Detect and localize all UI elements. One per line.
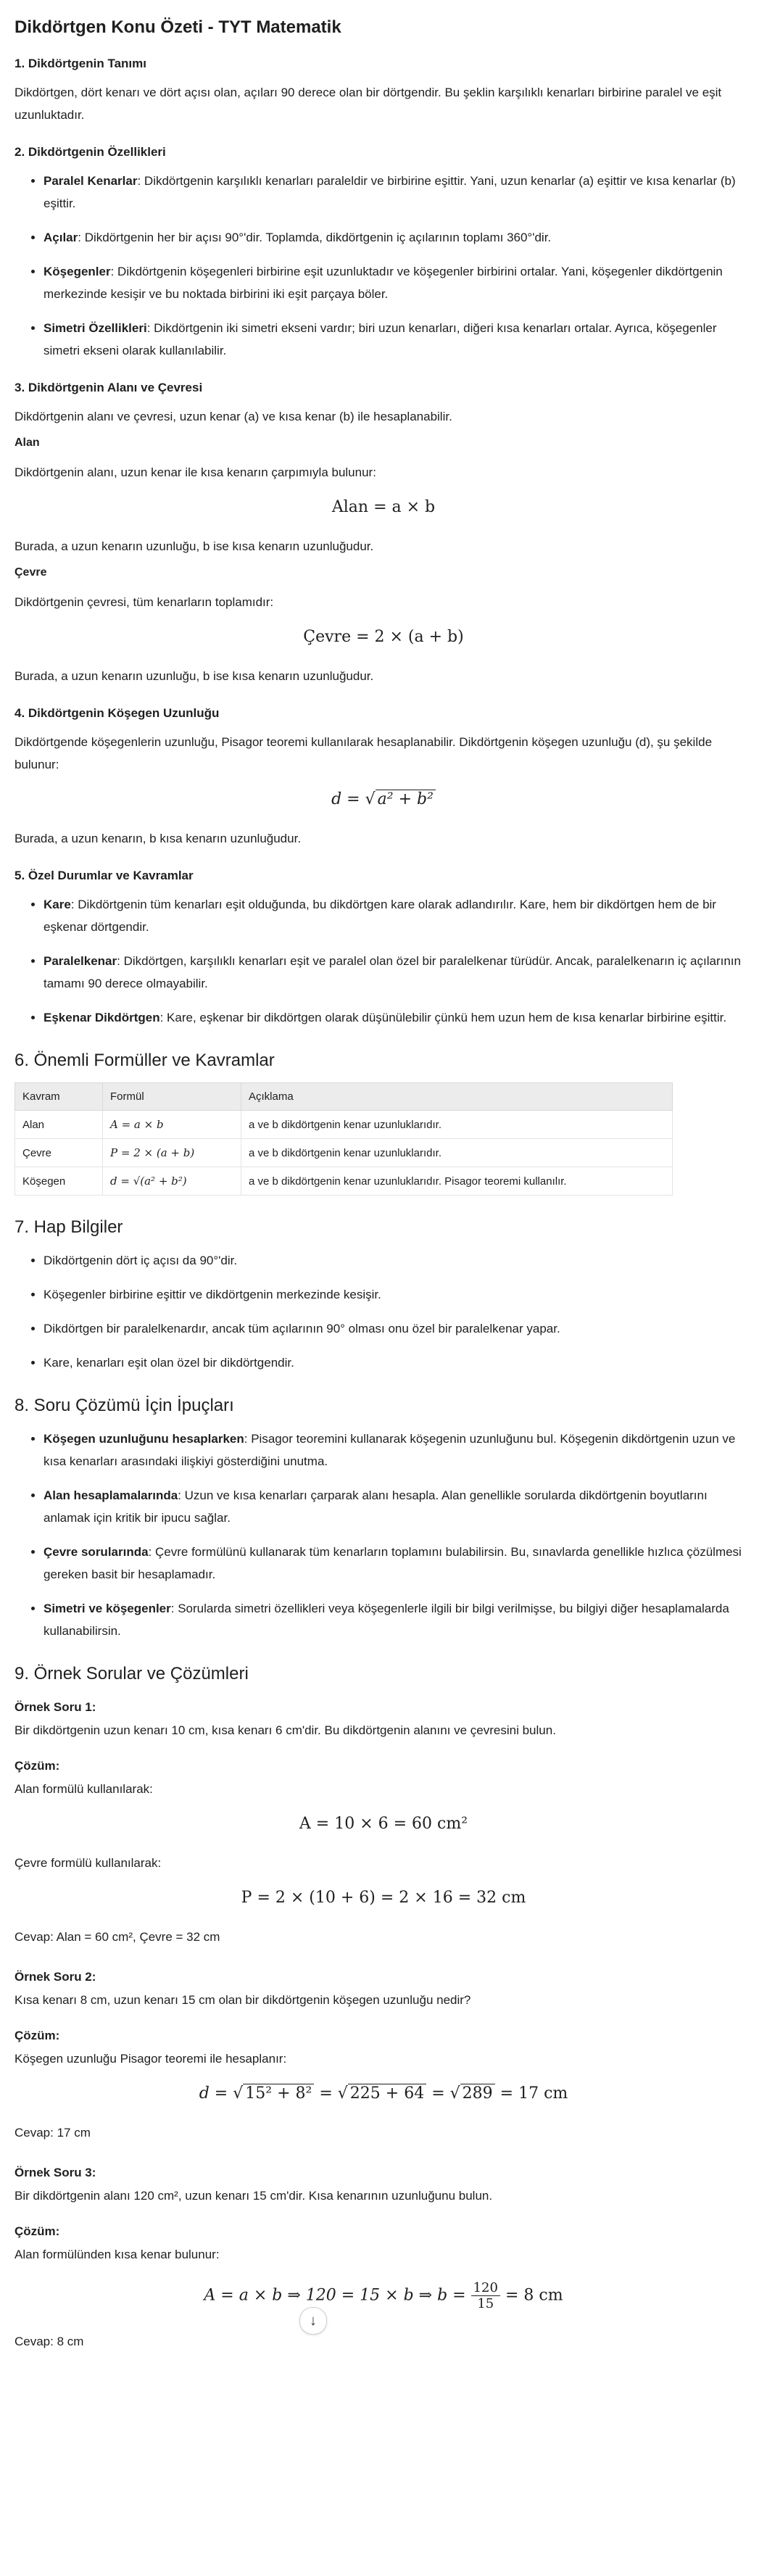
list-item <box>43 1006 753 1029</box>
example-3-step-1: Alan formülünden kısa kenar bulunur: <box>14 2248 220 2261</box>
list-item-term: Alan hesaplamalarında <box>43 1488 178 1502</box>
example-2-solution-label: Çözüm: <box>14 2029 60 2042</box>
example-1-answer: Cevap: Alan = 60 cm², Çevre = 32 cm <box>14 1930 220 1944</box>
properties-list <box>14 170 753 362</box>
tips-list <box>14 1249 753 1374</box>
table-header-cell: Açıklama <box>241 1083 673 1111</box>
example-2-equals-2: = <box>426 2084 450 2103</box>
section-3-heading: 3. Dikdörtgenin Alanı ve Çevresi <box>14 381 203 394</box>
example-3-formula-result: = 8 cm <box>499 2286 563 2305</box>
example-1-step-1: Alan formülü kullanılarak: <box>14 1782 153 1796</box>
list-item-term: Kare <box>43 898 71 911</box>
list-item <box>43 226 753 249</box>
example-3-formula-lhs: A = a × b ⇒ 120 = 15 × b ⇒ b = <box>204 2286 471 2305</box>
sqrt-symbol: √ <box>449 2084 460 2103</box>
example-1-step-2: Çevre formülü kullanılarak: <box>14 1856 162 1870</box>
list-item-text: : Kare, eşkenar bir dikdörtgen olarak düşünülebilir çünkü hem uzun hem de kısa kenarlar birbirine eşittir. <box>159 1011 727 1024</box>
list-item-term: Simetri ve köşegenler <box>43 1602 171 1615</box>
list-item: • Köşegenler birbirine eşittir ve dikdörtgenin merkezinde kesişir. <box>43 1283 753 1306</box>
diagonal-formula <box>14 790 753 808</box>
example-2-formula <box>14 2084 753 2103</box>
list-item-text: : Dikdörtgenin karşılıklı kenarları paraleldir ve birbirine eşittir. Yani, uzun kenarlar (a) eşittir ve kısa kenarlar (b) eşittir. <box>43 174 736 210</box>
example-1-solution-label: Çözüm: <box>14 1759 60 1773</box>
table-row <box>15 1111 673 1139</box>
example-2-equals-1: = <box>314 2084 338 2103</box>
formula-table <box>14 1082 673 1196</box>
table-cell: Alan <box>15 1111 103 1139</box>
example-2-formula-result: = 17 cm <box>494 2084 568 2103</box>
list-item: • Dikdörtgen bir paralelkenardır, ancak tüm açılarının 90° olması onu özel bir paralelkenar yapar. <box>43 1317 753 1340</box>
table-cell: P = 2 × (a + b) <box>103 1139 241 1167</box>
example-2-question: Kısa kenarı 8 cm, uzun kenarı 15 cm olan bir dikdörtgenin köşegen uzunluğu nedir? <box>14 1993 471 2007</box>
list-item-text: : Pisagor teoremini kullanarak köşegenin uzunluğunu bul. Köşegenin dikdörtgenin uzun ve kısa kenarları arasındaki ilişkiyi gösterdiğini unutma. <box>43 1432 736 1468</box>
example-2-step-1: Köşegen uzunluğu Pisagor teoremi ile hesaplanır: <box>14 2052 287 2066</box>
table-header-row <box>15 1083 673 1111</box>
list-item-text: : Dikdörtgenin köşegenleri birbirine eşit uzunluktadır ve köşegenler birbirini ortalar. Yani, köşegenler dikdörtgenin merkezinde kesişir ve bu noktada birbirini iki eşit parçaya böler. <box>43 265 723 301</box>
list-item <box>43 1597 753 1642</box>
table-header-cell: Formül <box>103 1083 241 1111</box>
list-item-term: Eşkenar Dikdörtgen <box>43 1011 160 1024</box>
list-item <box>43 170 753 215</box>
list-item <box>43 1428 753 1473</box>
example-2-radicand-2: 225 + 64 <box>348 2084 426 2103</box>
section-3-intro: Dikdörtgenin alanı ve çevresi, uzun kenar (a) ve kısa kenar (b) ile hesaplanabilir. <box>14 410 452 423</box>
scroll-to-bottom-button[interactable] <box>299 2307 327 2335</box>
fraction-numerator: 120 <box>471 2280 500 2296</box>
example-3-answer: Cevap: 8 cm <box>14 2335 84 2348</box>
list-item-text: : Çevre formülünü kullanarak tüm kenarların toplamını bulabilirsin. Bu, sınavlarda genellikle hızlıca çözülmesi gereken basit bir hesaplamadır. <box>43 1545 742 1581</box>
hints-list <box>14 1428 753 1642</box>
list-item-term: Çevre sorularında <box>43 1545 149 1559</box>
list-item-term: Köşegenler <box>43 265 111 278</box>
list-item-term: Simetri Özellikleri <box>43 321 147 335</box>
list-item: • Kare, kenarları eşit olan özel bir dikdörtgendir. <box>43 1351 753 1374</box>
sqrt-symbol: √ <box>365 790 376 808</box>
table-row <box>15 1139 673 1167</box>
example-3-question: Bir dikdörtgenin alanı 120 cm², uzun kenarı 15 cm'dir. Kısa kenarının uzunluğunu bulun. <box>14 2189 493 2203</box>
section-7-heading: 7. Hap Bilgiler <box>14 1217 123 1237</box>
list-item-term: Paralelkenar <box>43 954 117 968</box>
section-4-heading: 4. Dikdörtgenin Köşegen Uzunluğu <box>14 706 220 720</box>
list-item-term: Paralel Kenarlar <box>43 174 138 188</box>
example-3-fraction <box>471 2280 500 2311</box>
section-2-heading: 2. Dikdörtgenin Özellikleri <box>14 145 166 159</box>
table-cell: a ve b dikdörtgenin kenar uzunluklarıdır. <box>241 1139 673 1167</box>
example-3-formula <box>14 2280 753 2311</box>
example-3-solution-label: Çözüm: <box>14 2224 60 2238</box>
cevre-formula: Çevre = 2 × (a + b) <box>303 628 464 646</box>
example-2-answer: Cevap: 17 cm <box>14 2126 91 2140</box>
section-1-text: Dikdörtgen, dört kenarı ve dört açısı olan, açıları 90 derece olan bir dörtgendir. Bu şeklin karşılıklı kenarları birbirine paralel ve eşit uzunluktadır. <box>14 86 722 122</box>
table-cell: Çevre <box>15 1139 103 1167</box>
fraction-denominator: 15 <box>477 2296 494 2311</box>
section-6-heading: 6. Önemli Formüller ve Kavramlar <box>14 1051 275 1070</box>
alan-text: Dikdörtgenin alanı, uzun kenar ile kısa kenarın çarpımıyla bulunur: <box>14 465 376 479</box>
table-cell: a ve b dikdörtgenin kenar uzunluklarıdır. Pisagor teoremi kullanılır. <box>241 1167 673 1196</box>
section-4-note: Burada, a uzun kenarın, b kısa kenarın uzunluğudur. <box>14 832 302 845</box>
alan-formula: Alan = a × b <box>331 498 436 516</box>
alan-note: Burada, a uzun kenarın uzunluğu, b ise kısa kenarın uzunluğudur. <box>14 539 374 553</box>
sqrt-symbol: √ <box>337 2084 348 2103</box>
list-item-text: : Dikdörtgenin her bir açısı 90°'dir. Toplamda, dikdörtgenin iç açılarının toplamı 360°'dir. <box>78 231 552 244</box>
special-cases-list <box>14 893 753 1029</box>
table-row <box>15 1167 673 1196</box>
example-2-radicand-1: 15² + 8² <box>243 2084 314 2103</box>
section-8-heading: 8. Soru Çözümü İçin İpuçları <box>14 1396 234 1415</box>
example-3-title: Örnek Soru 3: <box>14 2166 96 2179</box>
example-1-formula-1: A = 10 × 6 = 60 cm² <box>299 1815 468 1833</box>
diagonal-formula-radicand: a² + b² <box>376 790 436 808</box>
cevre-label: Çevre <box>14 566 47 579</box>
section-4-text: Dikdörtgende köşegenlerin uzunluğu, Pisagor teoremi kullanılarak hesaplanabilir. Dikdörtgenin köşegen uzunluğu (d), şu şekilde bulunur: <box>14 735 713 771</box>
example-1-title: Örnek Soru 1: <box>14 1700 96 1714</box>
alan-label: Alan <box>14 436 40 449</box>
table-cell: a ve b dikdörtgenin kenar uzunluklarıdır. <box>241 1111 673 1139</box>
arrow-down-icon: ↓ <box>310 2312 317 2329</box>
list-item-term: Açılar <box>43 231 78 244</box>
table-cell: d = √(a² + b²) <box>103 1167 241 1196</box>
example-1-question: Bir dikdörtgenin uzun kenarı 10 cm, kısa kenarı 6 cm'dir. Bu dikdörtgenin alanını ve çevresini bulun. <box>14 1723 556 1737</box>
page-title: Dikdörtgen Konu Özeti - TYT Matematik <box>14 17 341 37</box>
diagonal-formula-lhs: d = <box>331 790 365 808</box>
example-2-formula-lhs: d = <box>199 2084 233 2103</box>
example-2-title: Örnek Soru 2: <box>14 1970 96 1984</box>
sqrt-symbol: √ <box>233 2084 244 2103</box>
list-item <box>43 893 753 938</box>
list-item-text: : Dikdörtgenin tüm kenarları eşit olduğunda, bu dikdörtgen kare olarak adlandırılır. Kare, hem bir dikdörtgen hem de bir eşkenar dörtgendir. <box>43 898 716 934</box>
list-item <box>43 317 753 362</box>
table-header-cell: Kavram <box>15 1083 103 1111</box>
example-1-formula-2: P = 2 × (10 + 6) = 2 × 16 = 32 cm <box>241 1889 526 1907</box>
section-9-heading: 9. Örnek Sorular ve Çözümleri <box>14 1664 249 1683</box>
list-item-text: : Dikdörtgen, karşılıklı kenarları eşit ve paralel olan özel bir paralelkenar türüdür. Ancak, paralelkenarın iç açılarının tamamı 90 derece olmayabilir. <box>43 954 741 990</box>
list-item-text: : Dikdörtgenin iki simetri ekseni vardır; biri uzun kenarları, diğeri kısa kenarları ortalar. Ayrıca, köşegenler simetri ekseni olarak kullanılabilir. <box>43 321 717 357</box>
list-item <box>43 1541 753 1586</box>
section-5-heading: 5. Özel Durumlar ve Kavramlar <box>14 869 194 882</box>
list-item <box>43 260 753 305</box>
table-cell: A = a × b <box>103 1111 241 1139</box>
list-item-text: : Sorularda simetri özellikleri veya köşegenlerle ilgili bir bilgi verilmişse, bu bilgiyi diğer hesaplamalarda kullanabilirsin. <box>43 1602 729 1638</box>
list-item: • Dikdörtgenin dört iç açısı da 90°'dir. <box>43 1249 753 1272</box>
cevre-text: Dikdörtgenin çevresi, tüm kenarların toplamıdır: <box>14 595 274 609</box>
list-item-text: : Uzun ve kısa kenarları çarparak alanı hesapla. Alan genellikle sorularda dikdörtgenin boyutlarını anlamak için kritik bir ipucu sağlar. <box>43 1488 708 1525</box>
example-2-radicand-3: 289 <box>460 2084 495 2103</box>
list-item-term: Köşegen uzunluğunu hesaplarken <box>43 1432 244 1446</box>
list-item <box>43 950 753 995</box>
section-1-heading: 1. Dikdörtgenin Tanımı <box>14 57 146 70</box>
table-cell: Köşegen <box>15 1167 103 1196</box>
cevre-note: Burada, a uzun kenarın uzunluğu, b ise kısa kenarın uzunluğudur. <box>14 669 374 683</box>
list-item <box>43 1484 753 1529</box>
